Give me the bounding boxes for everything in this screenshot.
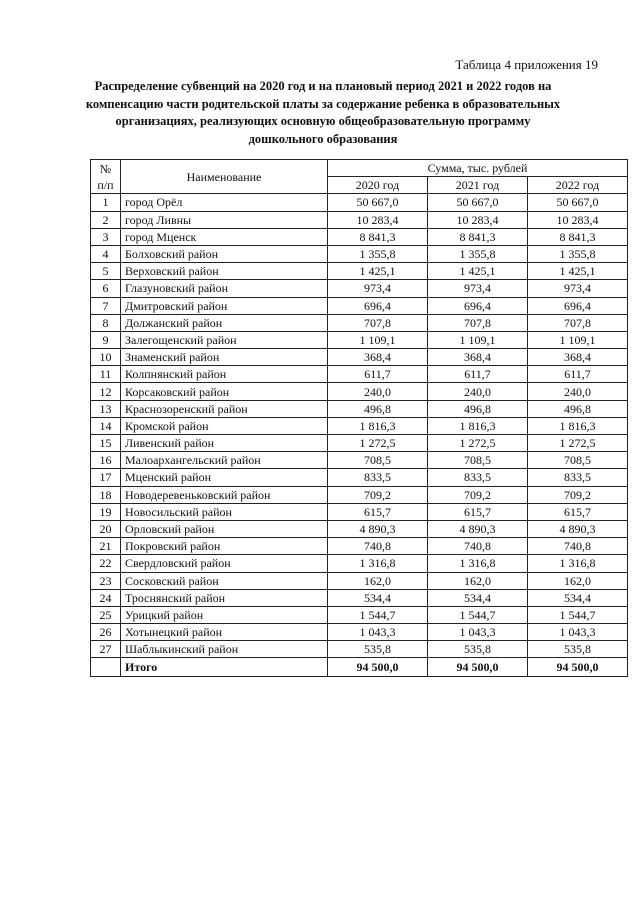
row-value-2022: 50 667,0 [528,194,628,211]
row-num: 24 [91,589,121,606]
row-value-2022: 535,8 [528,641,628,658]
table-row [91,194,628,211]
row-name: Орловский район [121,520,328,537]
row-value-2021: 240,0 [428,383,528,400]
row-value-2020: 1 816,3 [328,417,428,434]
table-row [91,228,628,245]
table-row [91,297,628,314]
row-name: Колпнянский район [121,366,328,383]
total-num [91,658,121,677]
row-value-2020: 496,8 [328,400,428,417]
row-value-2020: 696,4 [328,297,428,314]
row-value-2021: 50 667,0 [428,194,528,211]
row-num: 23 [91,572,121,589]
row-value-2020: 611,7 [328,366,428,383]
row-value-2021: 833,5 [428,469,528,486]
row-value-2022: 740,8 [528,538,628,555]
row-value-2020: 1 109,1 [328,331,428,348]
row-value-2022: 10 283,4 [528,211,628,228]
header-num: № п/п [91,160,121,194]
row-name: Ливенский район [121,435,328,452]
row-value-2022: 611,7 [528,366,628,383]
row-value-2021: 10 283,4 [428,211,528,228]
row-value-2020: 8 841,3 [328,228,428,245]
row-value-2021: 1 544,7 [428,606,528,623]
row-value-2021: 1 043,3 [428,624,528,641]
row-value-2020: 1 355,8 [328,245,428,262]
row-name: Сосковский район [121,572,328,589]
row-value-2022: 707,8 [528,314,628,331]
row-num: 6 [91,280,121,297]
table-row [91,452,628,469]
row-value-2022: 709,2 [528,486,628,503]
row-value-2020: 1 272,5 [328,435,428,452]
row-value-2020: 833,5 [328,469,428,486]
row-num: 4 [91,245,121,262]
row-name: Верховский район [121,263,328,280]
row-value-2021: 708,5 [428,452,528,469]
row-name: Кромской район [121,417,328,434]
row-value-2022: 240,0 [528,383,628,400]
row-value-2021: 368,4 [428,349,528,366]
row-value-2020: 1 316,8 [328,555,428,572]
row-num: 14 [91,417,121,434]
row-name: Свердловский район [121,555,328,572]
row-value-2020: 740,8 [328,538,428,555]
row-num: 27 [91,641,121,658]
row-value-2022: 162,0 [528,572,628,589]
row-value-2021: 1 355,8 [428,245,528,262]
row-value-2021: 1 316,8 [428,555,528,572]
table-row [91,417,628,434]
row-num: 20 [91,520,121,537]
row-num: 22 [91,555,121,572]
row-name: Урицкий район [121,606,328,623]
table-row [91,486,628,503]
row-value-2020: 1 425,1 [328,263,428,280]
appendix-label: Таблица 4 приложения 19 [455,57,598,72]
row-name: Шаблыкинский район [121,641,328,658]
header-year-2020: 2020 год [328,177,428,194]
table-row [91,606,628,623]
row-value-2022: 615,7 [528,503,628,520]
table-row [91,314,628,331]
row-num: 7 [91,297,121,314]
row-value-2020: 707,8 [328,314,428,331]
row-value-2022: 708,5 [528,452,628,469]
row-name: Покровский район [121,538,328,555]
row-value-2021: 1 109,1 [428,331,528,348]
row-name: Новосильский район [121,503,328,520]
row-name: Новодеревеньковский район [121,486,328,503]
row-value-2022: 8 841,3 [528,228,628,245]
row-num: 13 [91,400,121,417]
table-row [91,263,628,280]
table-row [91,331,628,348]
row-name: Залегощенский район [121,331,328,348]
row-num: 2 [91,211,121,228]
row-value-2020: 50 667,0 [328,194,428,211]
table-row [91,589,628,606]
row-value-2022: 696,4 [528,297,628,314]
row-value-2020: 10 283,4 [328,211,428,228]
row-name: Болховский район [121,245,328,262]
row-num: 19 [91,503,121,520]
row-num: 10 [91,349,121,366]
row-value-2021: 973,4 [428,280,528,297]
row-value-2021: 1 272,5 [428,435,528,452]
subvention-table [90,159,628,677]
row-value-2020: 708,5 [328,452,428,469]
header-year-2022: 2022 год [528,177,628,194]
total-value-2020: 94 500,0 [328,658,428,677]
row-value-2020: 162,0 [328,572,428,589]
row-name: Краснозоренский район [121,400,328,417]
row-value-2021: 707,8 [428,314,528,331]
table-row [91,245,628,262]
table-row [91,435,628,452]
row-value-2022: 833,5 [528,469,628,486]
row-num: 16 [91,452,121,469]
row-value-2020: 4 890,3 [328,520,428,537]
row-num: 18 [91,486,121,503]
row-name: город Орёл [121,194,328,211]
row-value-2022: 496,8 [528,400,628,417]
table-row [91,469,628,486]
row-value-2022: 1 272,5 [528,435,628,452]
row-value-2021: 709,2 [428,486,528,503]
table-row [91,520,628,537]
row-num: 9 [91,331,121,348]
row-num: 5 [91,263,121,280]
row-value-2020: 615,7 [328,503,428,520]
table-row [91,383,628,400]
row-name: город Мценск [121,228,328,245]
table-row [91,280,628,297]
row-num: 17 [91,469,121,486]
table-row [91,211,628,228]
row-value-2021: 740,8 [428,538,528,555]
row-value-2021: 611,7 [428,366,528,383]
table-row [91,572,628,589]
row-value-2021: 4 890,3 [428,520,528,537]
row-num: 11 [91,366,121,383]
row-name: Хотынецкий район [121,624,328,641]
row-name: Знаменский район [121,349,328,366]
table-row [91,624,628,641]
row-num: 15 [91,435,121,452]
row-value-2020: 1 043,3 [328,624,428,641]
total-value-2021: 94 500,0 [428,658,528,677]
table-row [91,400,628,417]
total-label: Итого [121,658,328,677]
row-value-2022: 1 109,1 [528,331,628,348]
row-value-2021: 696,4 [428,297,528,314]
row-value-2022: 1 316,8 [528,555,628,572]
row-value-2022: 1 816,3 [528,417,628,434]
row-name: Малоархангельский район [121,452,328,469]
total-row [91,658,628,677]
row-name: Троснянский район [121,589,328,606]
row-num: 3 [91,228,121,245]
row-value-2020: 240,0 [328,383,428,400]
table-row [91,538,628,555]
row-num: 21 [91,538,121,555]
row-name: Мценский район [121,469,328,486]
table-row [91,503,628,520]
table-row [91,641,628,658]
row-value-2021: 1 816,3 [428,417,528,434]
row-num: 12 [91,383,121,400]
row-value-2022: 1 355,8 [528,245,628,262]
row-value-2020: 534,4 [328,589,428,606]
row-value-2022: 4 890,3 [528,520,628,537]
row-value-2020: 973,4 [328,280,428,297]
row-num: 26 [91,624,121,641]
row-value-2021: 8 841,3 [428,228,528,245]
row-value-2020: 1 544,7 [328,606,428,623]
table-body [91,194,628,677]
row-value-2022: 534,4 [528,589,628,606]
row-value-2020: 709,2 [328,486,428,503]
total-value-2022: 94 500,0 [528,658,628,677]
document-title: Распределение субвенций на 2020 год и на плановый период 2021 и 2022 годов на компенсацию части родительской платы за содержание ребенка в образовательных организациях, реализующих основную общеобразовательную программу дошкольного образования [85,79,561,146]
row-value-2022: 368,4 [528,349,628,366]
row-value-2022: 973,4 [528,280,628,297]
row-value-2021: 162,0 [428,572,528,589]
header-name: Наименование [121,160,328,194]
row-value-2022: 1 425,1 [528,263,628,280]
row-value-2021: 535,8 [428,641,528,658]
row-num: 25 [91,606,121,623]
table-row [91,555,628,572]
row-num: 8 [91,314,121,331]
row-value-2022: 1 043,3 [528,624,628,641]
row-name: Должанский район [121,314,328,331]
row-num: 1 [91,194,121,211]
table-row [91,366,628,383]
row-name: Корсаковский район [121,383,328,400]
row-value-2021: 1 425,1 [428,263,528,280]
row-value-2020: 535,8 [328,641,428,658]
row-value-2020: 368,4 [328,349,428,366]
row-value-2021: 534,4 [428,589,528,606]
header-year-2021: 2021 год [428,177,528,194]
row-name: Глазуновский район [121,280,328,297]
table-row [91,349,628,366]
row-name: город Ливны [121,211,328,228]
row-value-2021: 496,8 [428,400,528,417]
row-name: Дмитровский район [121,297,328,314]
row-value-2022: 1 544,7 [528,606,628,623]
row-value-2021: 615,7 [428,503,528,520]
header-sum: Сумма, тыс. рублей [328,160,628,177]
